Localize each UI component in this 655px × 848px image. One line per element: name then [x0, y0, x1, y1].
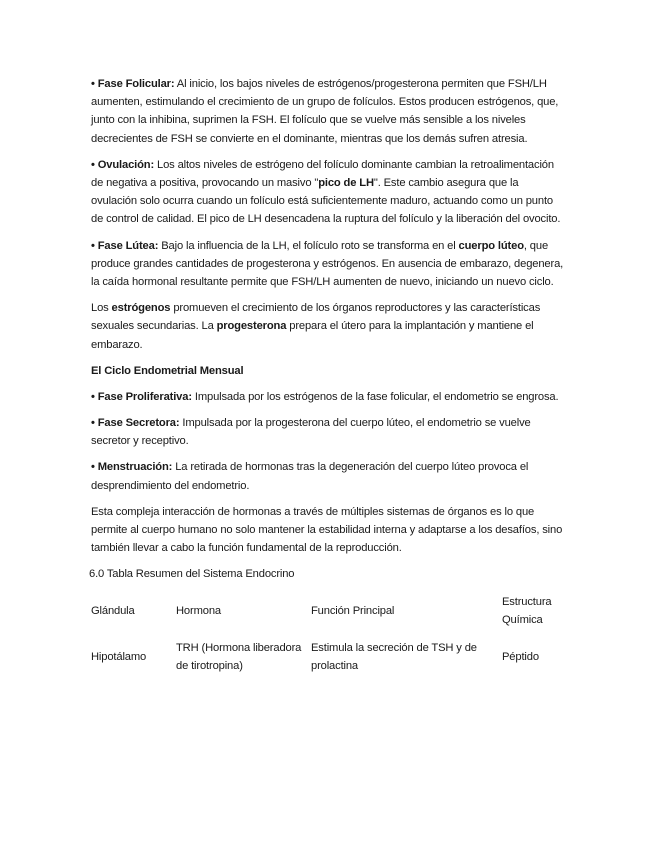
- table-row: [91, 633, 567, 681]
- cell-gland: Hipotálamo: [91, 651, 147, 664]
- header-hormone: Hormona: [176, 605, 221, 618]
- cell-function: Estimula la secreción de TSH y de prolactina: [311, 642, 477, 673]
- term-secretory-phase: Fase Secretora:: [97, 417, 180, 430]
- header-chemical-structure: Estructura Química: [502, 596, 552, 627]
- paragraph-secretory-phase: [91, 414, 567, 450]
- closing-paragraph: Esta compleja interacción de hormonas a través de múltiples sistemas de órganos es lo que permite al cuerpo humano no solo mantener la estabilidad interna y adaptarse a los desafíos, sino también llevar a cabo la función fundamental de la reproducción.: [91, 505, 563, 555]
- table-header-row: [91, 589, 567, 633]
- bullet: •: [91, 461, 95, 474]
- bullet: •: [91, 239, 95, 252]
- secretory-text: Impulsada por la progesterona del cuerpo lúteo, el endometrio se vuelve secretor y receptivo.: [91, 417, 531, 448]
- luteal-text-start: Bajo la influencia de la LH, el folículo roto se transforma en el: [158, 239, 459, 252]
- endocrine-summary-table: [91, 589, 567, 681]
- bullet: •: [91, 390, 95, 403]
- bullet: •: [91, 158, 95, 171]
- document-content: [91, 75, 567, 681]
- follicular-phase-text: Al inicio, los bajos niveles de estrógenos/progesterona permiten que FSH/LH aumenten, estimulando el crecimiento de un grupo de folículos. Estos producen estrógenos, que, junto con la inhibina, suprimen la FSH. El folículo que se vuelve más sensible a los niveles decrecientes de FSH se convierte en el dominante, mientras que los demás sufren atresia.: [91, 78, 559, 145]
- hormones-text-3: prepara el útero para la implantación y mantiene el embarazo.: [91, 320, 534, 351]
- table-caption: 6.0 Tabla Resumen del Sistema Endocrino: [89, 568, 295, 581]
- endometrial-cycle-heading: El Ciclo Endometrial Mensual: [91, 364, 244, 377]
- term-menstruation: Menstruación:: [97, 461, 173, 474]
- paragraph-proliferative-phase: [91, 388, 567, 406]
- term-luteal-phase: Fase Lútea:: [97, 239, 159, 252]
- term-corpus-luteum: cuerpo lúteo: [458, 239, 524, 252]
- bullet: •: [91, 417, 95, 430]
- term-follicular-phase: Fase Folicular:: [97, 78, 175, 90]
- term-progesterone: progesterona: [216, 320, 287, 333]
- cell-structure: Péptido: [502, 651, 539, 664]
- hormones-text-1: Los: [91, 302, 112, 315]
- paragraph-follicular-phase: [91, 75, 567, 148]
- hormones-text-2: promueven el crecimiento de los órganos reproductores y las características sexuales secundarias. La: [91, 302, 541, 333]
- paragraph-menstruation: [91, 458, 567, 494]
- paragraph-hormones-summary: [91, 299, 567, 354]
- header-main-function: Función Principal: [311, 605, 395, 618]
- menstruation-text: La retirada de hormonas tras la degeneración del cuerpo lúteo provoca el desprendimiento del endometrio.: [91, 461, 529, 492]
- term-estrogens: estrógenos: [111, 302, 171, 315]
- paragraph-ovulation: [91, 156, 567, 229]
- proliferative-text: Impulsada por los estrógenos de la fase folicular, el endometrio se engrosa.: [191, 390, 559, 403]
- bullet: •: [91, 78, 95, 90]
- term-lh-peak: pico de LH: [318, 177, 374, 190]
- header-gland: Glándula: [91, 605, 135, 618]
- ovulation-text-end: ". Este cambio asegura que la ovulación solo ocurra cuando un folículo está suficientemente maduro, actuando como un punto de control de calidad. El pico de LH desencadena la ruptura del folículo y la liberación del ovocito.: [91, 177, 561, 226]
- term-proliferative-phase: Fase Proliferativa:: [97, 390, 192, 403]
- paragraph-luteal-phase: [91, 237, 567, 292]
- luteal-text-end: , que produce grandes cantidades de progesterona y estrógenos. En ausencia de embarazo, degenera, la caída hormonal resultante permite que FSH/LH aumenten de nuevo, iniciando un nuevo ciclo.: [91, 239, 564, 289]
- term-ovulation: Ovulación:: [97, 158, 155, 171]
- ovulation-text-start: Los altos niveles de estrógeno del folículo dominante cambian la retroalimentación de negativa a positiva, provocando un masivo ": [91, 158, 554, 190]
- cell-hormone: TRH (Hormona liberadora de tirotropina): [176, 642, 302, 673]
